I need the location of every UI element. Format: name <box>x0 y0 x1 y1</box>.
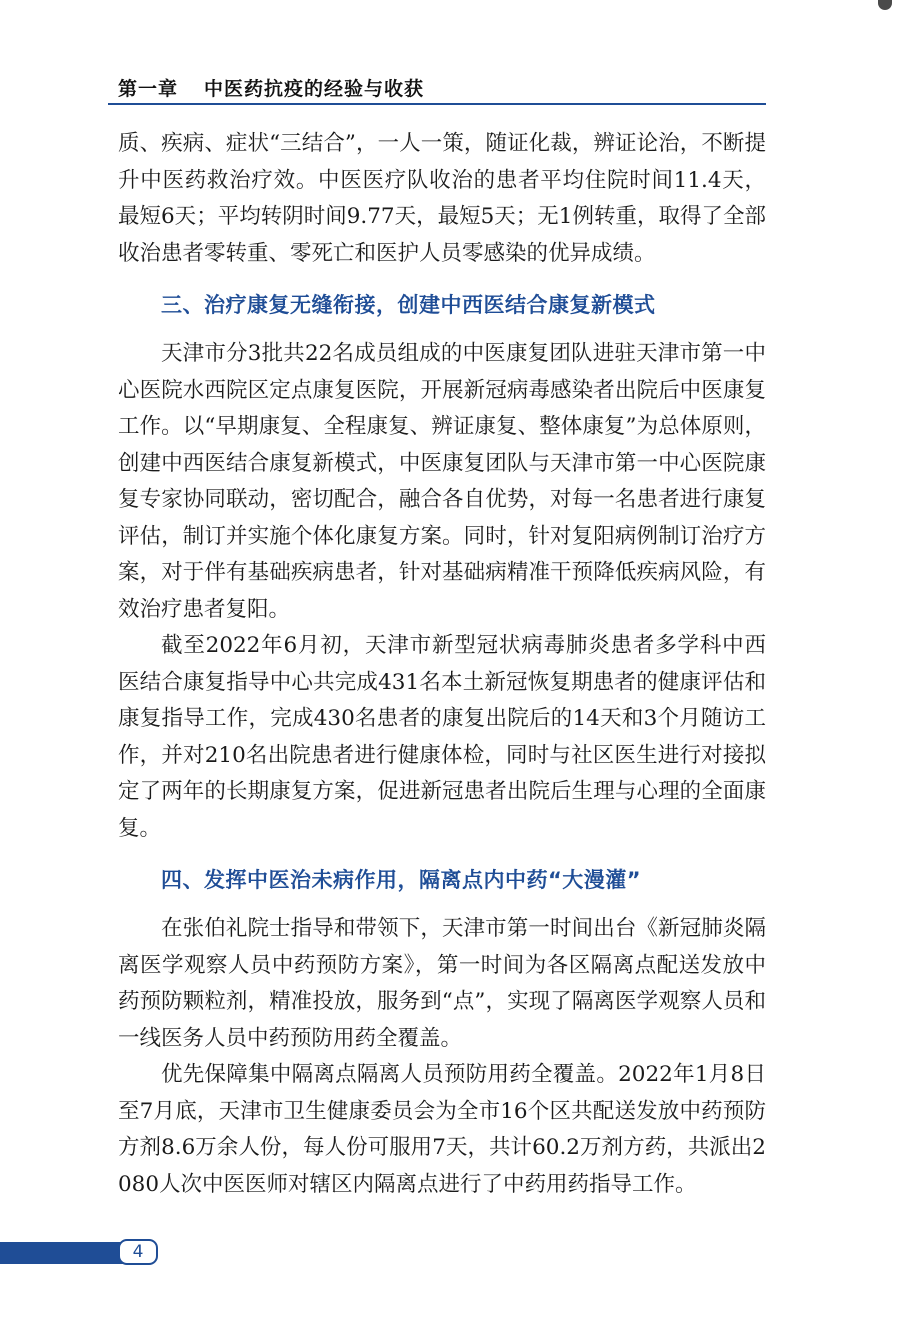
section-heading-4: 四、发挥中医治未病作用，隔离点内中药“大漫灌” <box>161 868 642 892</box>
corner-tab-mark <box>878 0 892 10</box>
running-header <box>118 74 766 104</box>
paragraph-rehab-results: 截至2022年6月初，天津市新型冠状病毒肺炎患者多学科中西医结合康复指导中心共完成431名本土新冠恢复期患者的健康评估和康复指导工作，完成430名患者的康复出院后的14天和3个月随访工作，并对210名出院患者进行健康体检，同时与社区医生进行对接拟定了两年的长期康复方案，促进新冠患者出院后生理与心理的全面康复。 <box>118 633 766 841</box>
paragraph-prevention-coverage: 优先保障集中隔离点隔离人员预防用药全覆盖。2022年1月8日至7月底，天津市卫生健康委员会为全市16个区共配送发放中药预防方剂8.6万余人份，每人份可服用7天，共计60.2万剂方药，共派出2 080人次中医医师对辖区内隔离点进行了中药用药指导工作。 <box>118 1062 766 1197</box>
page-number: 4 <box>118 1239 158 1265</box>
running-header-title <box>118 74 424 101</box>
paragraph-prevention-plan: 在张伯礼院士指导和带领下，天津市第一时间出台《新冠肺炎隔离医学观察人员中药预防方案》，第一时间为各区隔离点配送发放中药预防颗粒剂，精准投放，服务到“点”，实现了隔离医学观察人员和一线医务人员中药预防用药全覆盖。 <box>118 916 766 1051</box>
section-heading-3: 三、治疗康复无缝衔接，创建中西医结合康复新模式 <box>161 293 656 317</box>
paragraph-rehab-team: 天津市分3批共22名成员组成的中医康复团队进驻天津市第一中心医院水西院区定点康复医院，开展新冠病毒感染者出院后中医康复工作。以“早期康复、全程康复、辨证康复、整体康复”为总体原则，创建中西医结合康复新模式，中医康复团队与天津市第一中心医院康复专家协同联动，密切配合，融合各自优势，对每一名患者进行康复评估，制订并实施个体化康复方案。同时，针对复阳病例制订治疗方案，对于伴有基础疾病患者，针对基础病精准干预降低疾病风险，有效治疗患者复阳。 <box>118 341 766 622</box>
chapter-title: 中医药抗疫的经验与收获 <box>204 78 425 100</box>
page-body <box>118 126 766 1203</box>
chapter-label: 第一章 <box>118 78 179 100</box>
header-rule <box>108 103 766 105</box>
paragraph-continued: 质、疾病、症状“三结合”，一人一策，随证化裁，辨证论治，不断提升中医药救治疗效。中医医疗队收治的患者平均住院时间11.4天，最短6天；平均转阴时间9.77天，最短5天；无1例转重，取得了全部收治患者零转重、零死亡和医护人员零感染的优异成绩。 <box>118 131 766 266</box>
